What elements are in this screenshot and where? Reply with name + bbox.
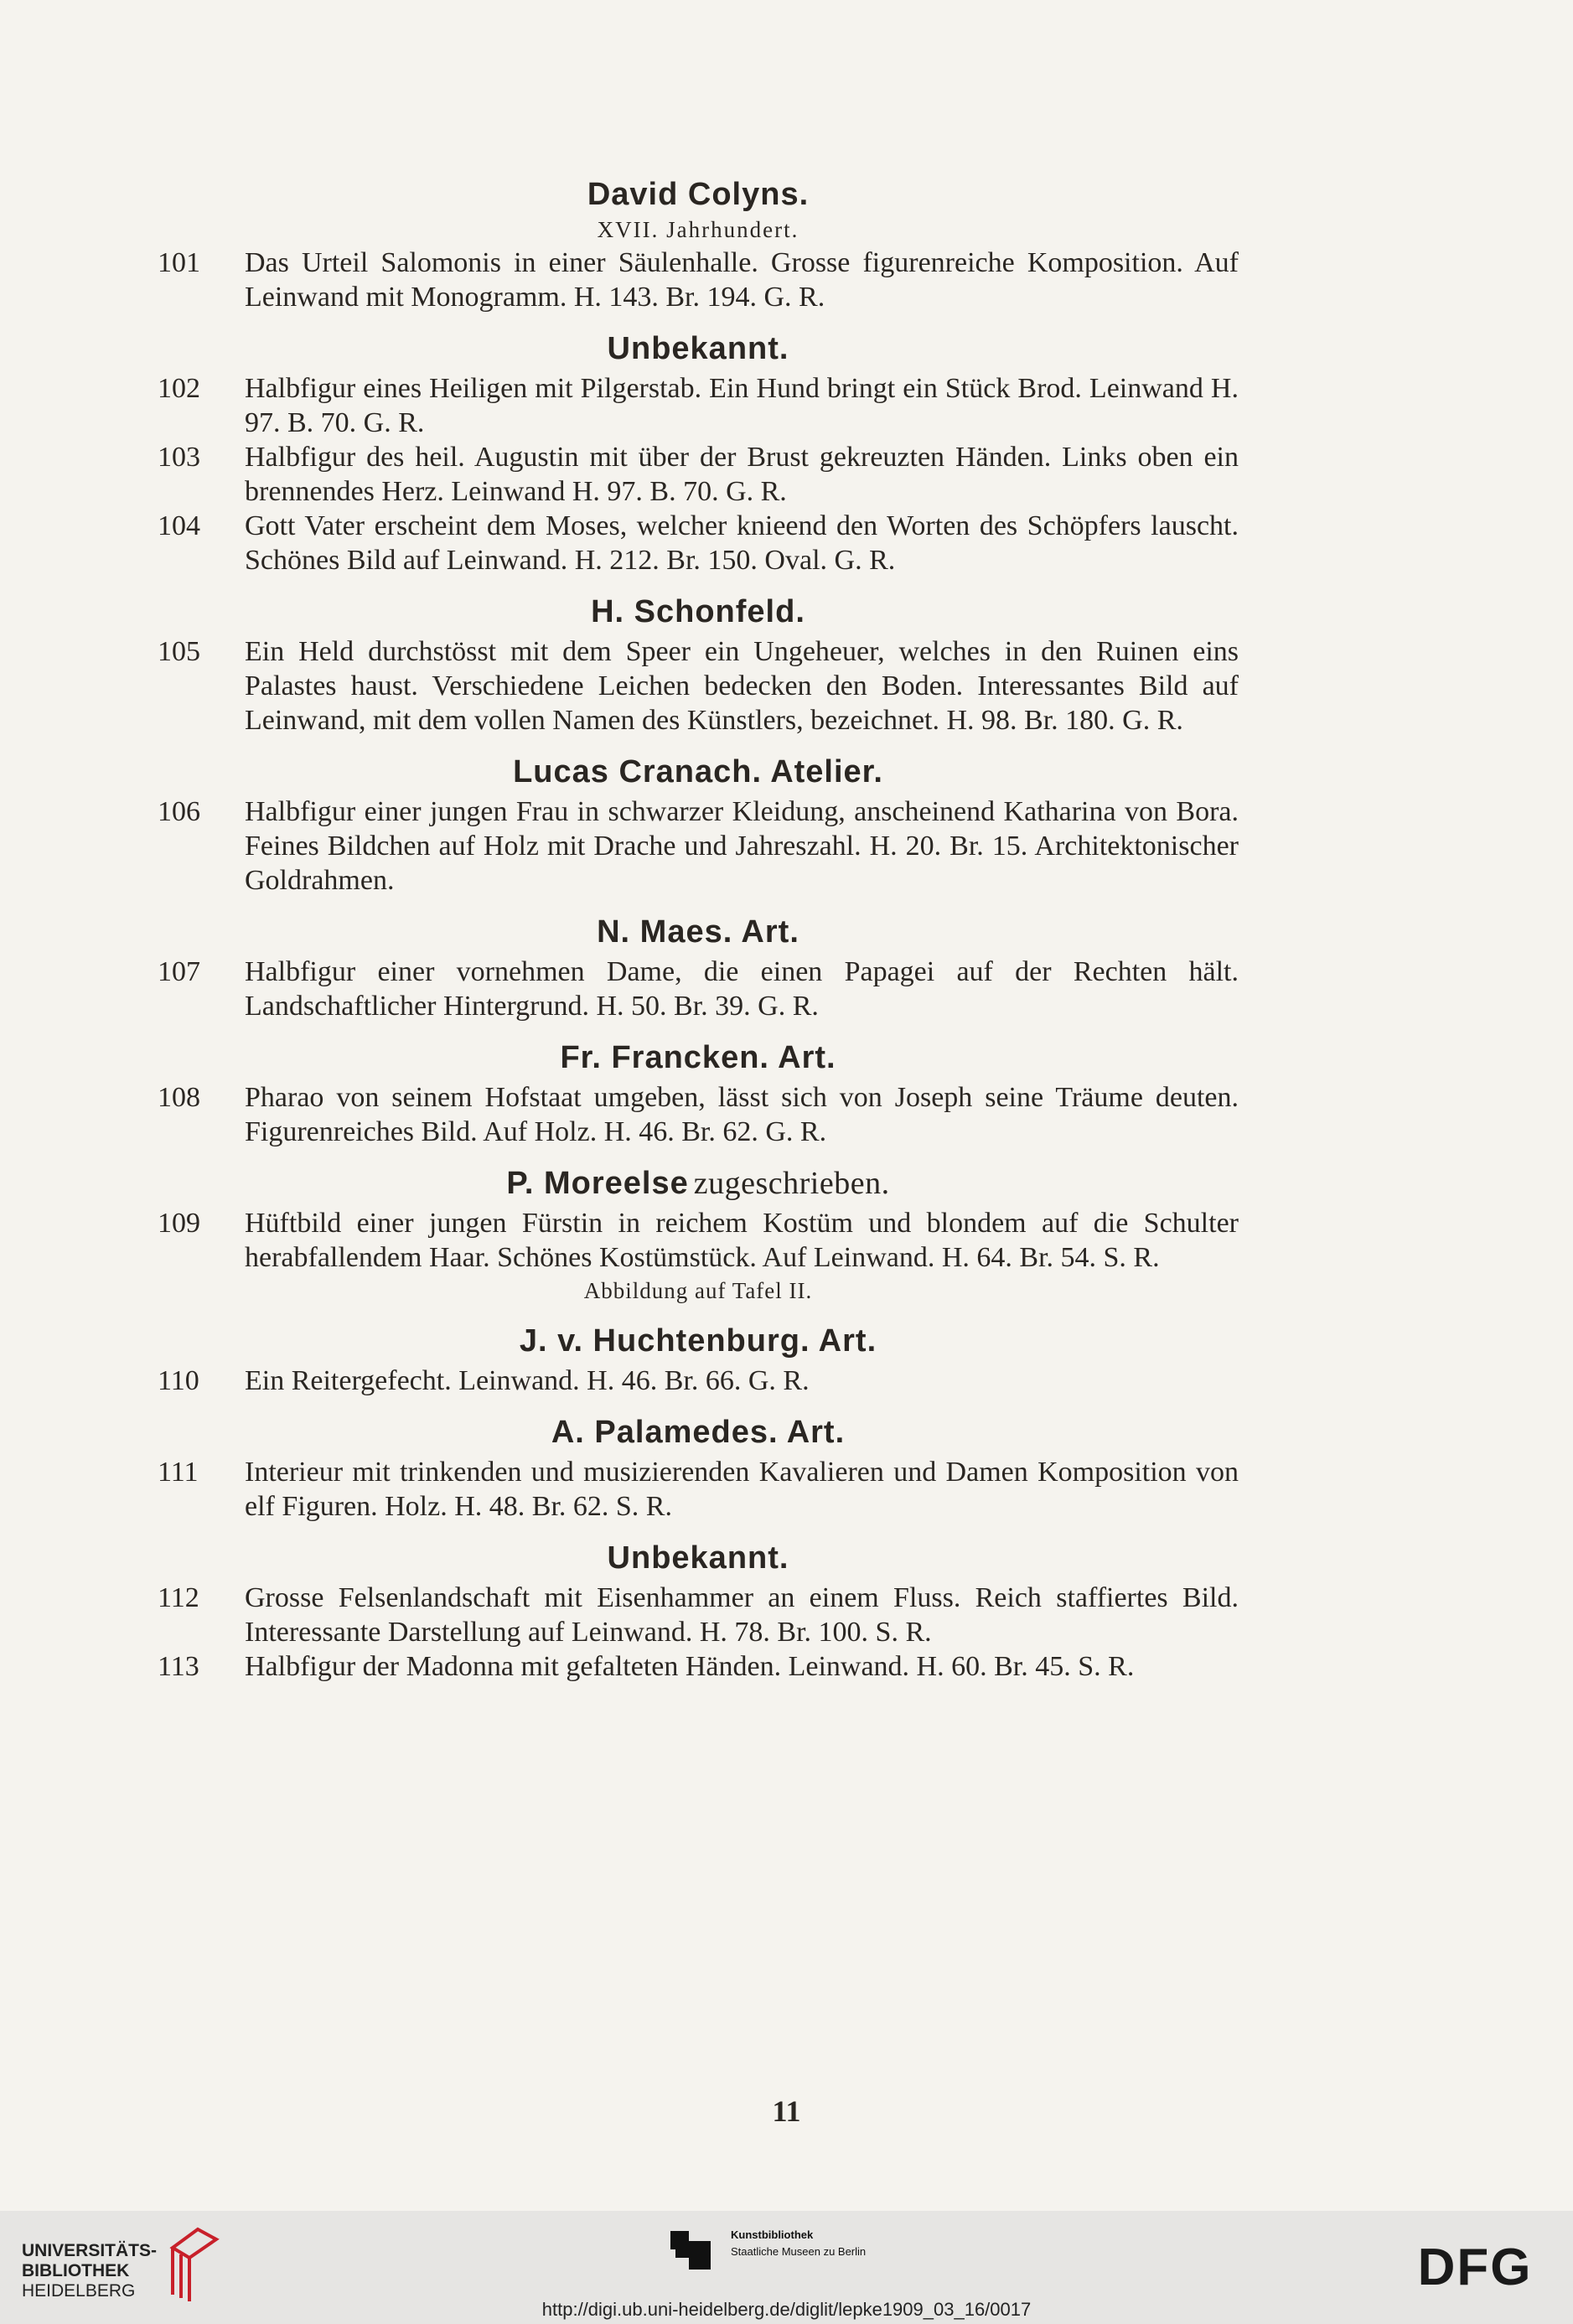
catalog-section — [158, 1410, 1239, 1524]
entry-number: 104 — [158, 510, 200, 541]
entry-description: Halbfigur eines Heiligen mit Pilgerstab. Ein Hund bringt ein Stück Brod. Leinwand H. 97. B. 70. G. R. — [245, 373, 1239, 438]
catalog-entry — [158, 1364, 1239, 1398]
entry-number: 101 — [158, 247, 200, 278]
kunstbibliothek-logo[interactable] — [670, 2226, 939, 2276]
kunstbibliothek-mark-icon — [670, 2226, 712, 2273]
catalog-entry — [158, 440, 1239, 509]
artist-name: N. Maes. Art. — [597, 914, 799, 950]
attribution-suffix: zugeschrieben. — [693, 1166, 890, 1201]
catalog-section — [158, 589, 1239, 738]
entry-description: Gott Vater erscheint dem Moses, welcher knieend den Worten des Schöpfers lauscht. Schönes Bild auf Leinwand. H. 212. Br. 150. Oval. G. R. — [245, 510, 1239, 576]
ub-logo-line-1: UNIVERSITÄTS- — [22, 2241, 158, 2260]
catalog-entry — [158, 1206, 1239, 1275]
catalog-section — [158, 1035, 1239, 1149]
entry-number: 110 — [158, 1365, 199, 1396]
entry-description: Halbfigur des heil. Augustin mit über der Brust gekreuzten Händen. Links oben ein brennendes Herz. Leinwand H. 97. B. 70. G. R. — [245, 442, 1239, 507]
entry-description: Grosse Felsenlandschaft mit Eisenhammer an einem Fluss. Reich staffiertes Bild. Interessante Darstellung auf Leinwand. H. 78. Br. 100. S. R. — [245, 1582, 1239, 1648]
catalog-section — [158, 1318, 1239, 1398]
artist-heading — [158, 1535, 1239, 1581]
catalog-entry — [158, 955, 1239, 1023]
artist-heading — [158, 1035, 1239, 1080]
artist-name: Lucas Cranach. Atelier. — [513, 754, 883, 789]
ub-logo-line-3: HEIDELBERG — [22, 2281, 136, 2301]
ub-logo-mark-icon — [156, 2223, 223, 2303]
entry-number: 113 — [158, 1651, 199, 1682]
entry-number: 106 — [158, 796, 200, 827]
catalog-section — [158, 909, 1239, 1023]
kb-logo-line-1: Kunstbibliothek — [731, 2228, 814, 2241]
catalog-section — [158, 749, 1239, 898]
artist-heading — [158, 1318, 1239, 1364]
artist-heading — [158, 326, 1239, 371]
artist-name: Unbekannt. — [607, 331, 789, 366]
artist-name: H. Schonfeld. — [591, 594, 805, 629]
catalog-section — [158, 1161, 1239, 1307]
catalog-entry — [158, 1455, 1239, 1524]
entry-description: Halbfigur der Madonna mit gefalteten Händen. Leinwand. H. 60. Br. 45. S. R. — [245, 1651, 1135, 1682]
artist-name: J. v. Huchtenburg. Art. — [519, 1323, 877, 1359]
artist-name: Fr. Francken. Art. — [560, 1040, 836, 1075]
catalog-entry — [158, 795, 1239, 898]
entry-description: Ein Reitergefecht. Leinwand. H. 46. Br. 66. G. R. — [245, 1365, 810, 1396]
entry-number: 111 — [158, 1457, 199, 1488]
dfg-logo-text: DFG — [1417, 2243, 1533, 2290]
catalog-entry — [158, 1649, 1239, 1684]
entry-number: 108 — [158, 1082, 200, 1113]
artist-heading — [158, 909, 1239, 955]
artist-heading — [158, 749, 1239, 795]
ub-logo-line-2: BIBLIOTHEK — [22, 2261, 130, 2280]
entry-description: Halbfigur einer jungen Frau in schwarzer Kleidung, anscheinend Katharina von Bora. Feines Bildchen auf Holz mit Drache und Jahreszahl. H. 20. Br. 15. Architektonischer Goldrahmen. — [245, 796, 1239, 896]
entry-number: 112 — [158, 1582, 199, 1613]
catalog-section — [158, 172, 1239, 314]
entry-number: 107 — [158, 956, 200, 987]
catalog-entry — [158, 1080, 1239, 1149]
artist-name: P. Moreelse — [506, 1166, 689, 1201]
entry-description: Ein Held durchstösst mit dem Speer ein Ungeheuer, welches in den Ruinen eins Palastes haust. Verschiedene Leichen bedecken den Boden. Interessantes Bild auf Leinwand, mit dem vollen Namen des Künstlers, bezeichnet. H. 98. Br. 180. G. R. — [245, 636, 1239, 736]
dfg-logo[interactable] — [1398, 2243, 1553, 2290]
source-url[interactable]: http://digi.ub.uni-heidelberg.de/diglit/lepke1909_03_16/0017 — [541, 2299, 1032, 2320]
catalog-content — [158, 172, 1239, 1684]
entry-number: 105 — [158, 636, 200, 667]
entry-description: Hüftbild einer jungen Fürstin in reichem Kostüm und blondem auf die Schulter herabfallendem Haar. Schönes Kostümstück. Auf Leinwand. H. 64. Br. 54. S. R. — [245, 1208, 1239, 1273]
artist-century: XVII. Jahrhundert. — [597, 217, 799, 242]
entry-description: Pharao von seinem Hofstaat umgeben, lässt sich von Joseph seine Träume deuten. Figurenreiches Bild. Auf Holz. H. 46. Br. 62. G. R. — [245, 1082, 1239, 1147]
catalog-entry — [158, 1581, 1239, 1649]
artist-heading — [158, 1161, 1239, 1206]
entry-number: 109 — [158, 1208, 200, 1239]
page-number: 11 — [772, 2094, 801, 2128]
catalog-section — [158, 326, 1239, 577]
catalog-entry — [158, 509, 1239, 577]
entry-description: Interieur mit trinkenden und musizierenden Kavalieren und Damen Komposition von elf Figuren. Holz. H. 48. Br. 62. S. R. — [245, 1457, 1239, 1522]
catalog-entry — [158, 634, 1239, 738]
kb-logo-line-2: Staatliche Museen zu Berlin — [731, 2245, 867, 2258]
artist-heading — [158, 1410, 1239, 1455]
catalog-entry — [158, 371, 1239, 440]
artist-name: A. Palamedes. Art. — [551, 1415, 846, 1450]
artist-name: David Colyns. — [587, 177, 810, 212]
illustration-note: Abbildung auf Tafel II. — [583, 1278, 813, 1303]
entry-number: 103 — [158, 442, 200, 473]
catalog-section — [158, 1535, 1239, 1684]
artist-name: Unbekannt. — [607, 1540, 789, 1576]
artist-heading — [158, 589, 1239, 634]
entry-number: 102 — [158, 373, 200, 404]
entry-description: Halbfigur einer vornehmen Dame, die einen Papagei auf der Rechten hält. Landschaftlicher Hintergrund. H. 50. Br. 39. G. R. — [245, 956, 1239, 1022]
ub-heidelberg-logo[interactable] — [22, 2221, 223, 2305]
artist-heading — [158, 172, 1239, 217]
entry-description: Das Urteil Salomonis in einer Säulenhalle. Grosse figurenreiche Komposition. Auf Leinwand mit Monogramm. H. 143. Br. 194. G. R. — [245, 247, 1239, 313]
catalog-entry — [158, 246, 1239, 314]
